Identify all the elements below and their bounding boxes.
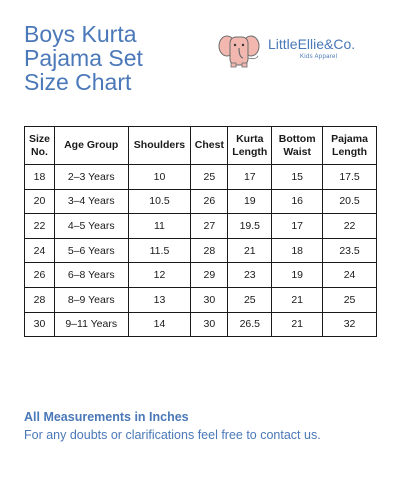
cell-shoulders: 10.5 — [128, 189, 191, 214]
cell-chest: 28 — [191, 238, 228, 263]
cell-shoulders: 14 — [128, 312, 191, 337]
brand-name: LittleEllie&Co. — [268, 36, 356, 52]
elephant-icon — [218, 30, 264, 70]
cell-shoulders: 10 — [128, 165, 191, 190]
table-row — [25, 238, 377, 263]
cell-shoulders: 11.5 — [128, 238, 191, 263]
cell-bottom-waist: 17 — [272, 214, 323, 239]
page-title — [24, 22, 214, 94]
cell-size: 28 — [25, 287, 55, 312]
header-shoulders: Shoulders — [128, 127, 191, 165]
cell-pajama-length: 24 — [323, 263, 377, 288]
cell-size: 30 — [25, 312, 55, 337]
cell-size: 26 — [25, 263, 55, 288]
cell-age-group: 8–9 Years — [54, 287, 128, 312]
table-header-row — [25, 127, 377, 165]
cell-shoulders: 13 — [128, 287, 191, 312]
cell-age-group: 5–6 Years — [54, 238, 128, 263]
cell-pajama-length: 25 — [323, 287, 377, 312]
cell-pajama-length: 17.5 — [323, 165, 377, 190]
title-line-1: Boys Kurta — [24, 21, 137, 47]
cell-chest: 26 — [191, 189, 228, 214]
cell-bottom-waist: 19 — [272, 263, 323, 288]
cell-chest: 25 — [191, 165, 228, 190]
cell-shoulders: 11 — [128, 214, 191, 239]
cell-kurta-length: 17 — [228, 165, 272, 190]
cell-bottom-waist: 18 — [272, 238, 323, 263]
cell-bottom-waist: 21 — [272, 312, 323, 337]
cell-kurta-length: 19 — [228, 189, 272, 214]
cell-chest: 27 — [191, 214, 228, 239]
header-kurta-length: Kurta Length — [228, 127, 272, 165]
cell-kurta-length: 26.5 — [228, 312, 272, 337]
header-size: Size No. — [25, 127, 55, 165]
table-row — [25, 214, 377, 239]
table-row — [25, 189, 377, 214]
title-line-2: Pajama Set — [24, 45, 143, 71]
cell-bottom-waist: 15 — [272, 165, 323, 190]
cell-bottom-waist: 21 — [272, 287, 323, 312]
cell-age-group: 3–4 Years — [54, 189, 128, 214]
cell-bottom-waist: 16 — [272, 189, 323, 214]
cell-kurta-length: 21 — [228, 238, 272, 263]
cell-kurta-length: 25 — [228, 287, 272, 312]
contact-note: For any doubts or clarifications feel free to contact us. — [24, 428, 321, 442]
cell-kurta-length: 19.5 — [228, 214, 272, 239]
cell-chest: 30 — [191, 312, 228, 337]
cell-size: 20 — [25, 189, 55, 214]
table-row — [25, 312, 377, 337]
table-row — [25, 165, 377, 190]
header-chest: Chest — [191, 127, 228, 165]
cell-age-group: 4–5 Years — [54, 214, 128, 239]
cell-size: 18 — [25, 165, 55, 190]
title-line-3: Size Chart — [24, 69, 132, 95]
cell-shoulders: 12 — [128, 263, 191, 288]
cell-age-group: 6–8 Years — [54, 263, 128, 288]
cell-chest: 30 — [191, 287, 228, 312]
cell-pajama-length: 23.5 — [323, 238, 377, 263]
table-row — [25, 263, 377, 288]
header-age-group: Age Group — [54, 127, 128, 165]
measurement-note-title: All Measurements in Inches — [24, 410, 189, 424]
cell-chest: 29 — [191, 263, 228, 288]
cell-size: 22 — [25, 214, 55, 239]
table-row — [25, 287, 377, 312]
size-chart-table — [24, 126, 377, 337]
cell-size: 24 — [25, 238, 55, 263]
cell-pajama-length: 20.5 — [323, 189, 377, 214]
cell-pajama-length: 32 — [323, 312, 377, 337]
brand-tagline: Kids Apparel — [300, 54, 338, 60]
cell-pajama-length: 22 — [323, 214, 377, 239]
cell-age-group: 2–3 Years — [54, 165, 128, 190]
cell-kurta-length: 23 — [228, 263, 272, 288]
cell-age-group: 9–11 Years — [54, 312, 128, 337]
brand-logo — [218, 30, 378, 74]
header-pajama-length: Pajama Length — [323, 127, 377, 165]
header-bottom-waist: Bottom Waist — [272, 127, 323, 165]
